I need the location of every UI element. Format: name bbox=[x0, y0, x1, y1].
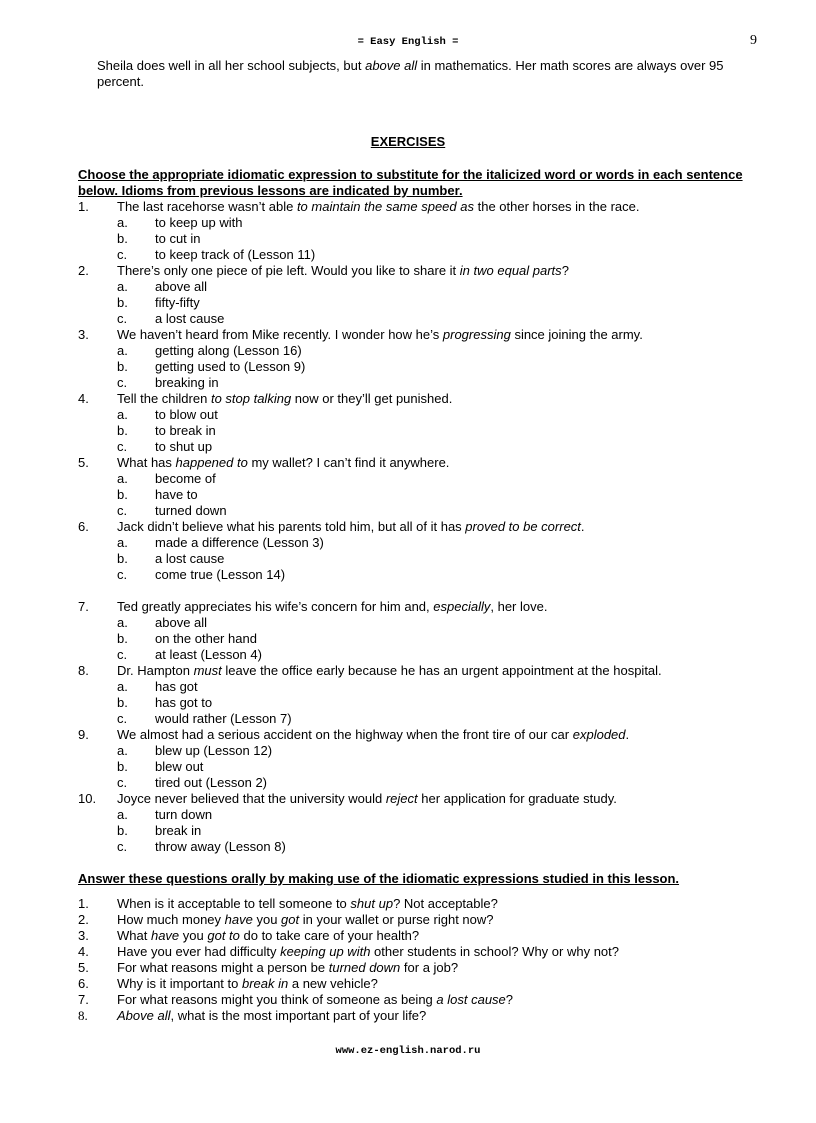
option-text: at least (Lesson 4) bbox=[155, 647, 262, 662]
answer-option bbox=[78, 823, 758, 839]
italic-phrase: above all bbox=[365, 58, 418, 73]
question-number: 7. bbox=[78, 599, 89, 614]
answer-option bbox=[78, 775, 758, 791]
italic-phrase: to maintain the same speed as bbox=[296, 199, 474, 214]
text-run: . bbox=[625, 727, 630, 742]
answer-option bbox=[78, 743, 758, 759]
option-letter: c. bbox=[117, 647, 128, 662]
option-letter: c. bbox=[117, 839, 128, 854]
option-letter: a. bbox=[117, 407, 128, 422]
answer-option bbox=[78, 535, 758, 551]
italic-phrase: exploded bbox=[572, 727, 626, 742]
text-run: Tell the children bbox=[117, 391, 211, 406]
question-text bbox=[117, 896, 498, 912]
answer-option bbox=[78, 231, 758, 247]
text-run: you bbox=[252, 912, 282, 927]
option-text: a lost cause bbox=[155, 551, 225, 566]
option-letter: a. bbox=[117, 215, 128, 230]
text-run: Why is it important to bbox=[117, 976, 242, 991]
answer-option bbox=[78, 407, 758, 423]
answer-option bbox=[78, 343, 758, 359]
answer-option bbox=[78, 439, 758, 455]
italic-phrase: have bbox=[150, 928, 180, 943]
text-run: her application for graduate study. bbox=[417, 791, 617, 806]
option-letter: c. bbox=[117, 711, 128, 726]
oral-question bbox=[78, 944, 758, 960]
option-letter: b. bbox=[117, 759, 128, 774]
option-letter: b. bbox=[117, 823, 128, 838]
italic-phrase: must bbox=[193, 663, 222, 678]
italic-phrase: to stop talking bbox=[210, 391, 292, 406]
answer-option bbox=[78, 295, 758, 311]
oral-question bbox=[78, 1008, 758, 1024]
option-letter: c. bbox=[117, 503, 128, 518]
exercise-question bbox=[78, 263, 758, 279]
exercise-question bbox=[78, 327, 758, 343]
question-number: 8. bbox=[78, 1008, 88, 1023]
question-number: 4. bbox=[78, 391, 89, 406]
option-letter: c. bbox=[117, 311, 128, 326]
question-text bbox=[117, 944, 619, 960]
italic-phrase: reject bbox=[385, 791, 418, 806]
text-run: other students in school? Why or why not? bbox=[370, 944, 619, 959]
text-run: ? bbox=[505, 992, 514, 1007]
question-text bbox=[117, 263, 569, 279]
question-number: 8. bbox=[78, 663, 89, 678]
text-run: When is it acceptable to tell someone to bbox=[117, 896, 351, 911]
footer-url: www.ez-english.narod.ru bbox=[335, 1045, 481, 1057]
text-run: We haven’t heard from Mike recently. I wonder how he’s bbox=[117, 327, 443, 342]
option-letter: a. bbox=[117, 343, 128, 358]
option-text: to keep track of (Lesson 11) bbox=[155, 247, 316, 262]
text-run: the other horses in the race. bbox=[474, 199, 640, 214]
option-text: getting along (Lesson 16) bbox=[155, 343, 302, 358]
answer-option bbox=[78, 359, 758, 375]
question-text bbox=[117, 199, 639, 215]
option-text: throw away (Lesson 8) bbox=[155, 839, 286, 854]
option-text: above all bbox=[155, 615, 208, 630]
question-text bbox=[117, 327, 643, 343]
option-letter: a. bbox=[117, 615, 128, 630]
exercise-question bbox=[78, 519, 758, 535]
question-number: 3. bbox=[78, 327, 89, 342]
option-text: turn down bbox=[155, 807, 213, 822]
option-text: to keep up with bbox=[155, 215, 243, 230]
question-number: 2. bbox=[78, 263, 89, 278]
answer-option bbox=[78, 759, 758, 775]
text-run: you bbox=[179, 928, 208, 943]
question-text bbox=[117, 976, 378, 992]
text-run: for a job? bbox=[400, 960, 459, 975]
text-run: For what reasons might you think of someone as being bbox=[117, 992, 437, 1007]
text-run: since joining the army. bbox=[510, 327, 643, 342]
question-text bbox=[117, 663, 662, 679]
spacer bbox=[78, 583, 758, 599]
text-run: do to take care of your health? bbox=[239, 928, 420, 943]
question-number: 2. bbox=[78, 912, 89, 927]
question-text bbox=[117, 960, 458, 976]
option-text: on the other hand bbox=[155, 631, 257, 646]
option-letter: c. bbox=[117, 247, 128, 262]
question-number: 5. bbox=[78, 455, 89, 470]
answer-option bbox=[78, 503, 758, 519]
question-number: 3. bbox=[78, 928, 89, 943]
text-run: Ted greatly appreciates his wife’s concern for him and, bbox=[117, 599, 434, 614]
text-run: For what reasons might a person be bbox=[117, 960, 329, 975]
option-letter: b. bbox=[117, 487, 128, 502]
answer-option bbox=[78, 487, 758, 503]
option-letter: c. bbox=[117, 375, 128, 390]
exercise-question bbox=[78, 599, 758, 615]
option-letter: a. bbox=[117, 535, 128, 550]
option-letter: b. bbox=[117, 359, 128, 374]
option-text: to break in bbox=[155, 423, 216, 438]
text-run: , what is the most important part of your life? bbox=[170, 1008, 427, 1023]
italic-phrase: especially bbox=[433, 599, 491, 614]
option-text: to cut in bbox=[155, 231, 201, 246]
answer-option bbox=[78, 311, 758, 327]
answer-option bbox=[78, 423, 758, 439]
text-run: , her love. bbox=[490, 599, 548, 614]
text-run: a new vehicle? bbox=[288, 976, 378, 991]
italic-phrase: got bbox=[281, 912, 300, 927]
exercise-question bbox=[78, 663, 758, 679]
option-text: fifty-fifty bbox=[155, 295, 200, 310]
italic-phrase: a lost cause bbox=[436, 992, 506, 1007]
question-text bbox=[117, 1008, 426, 1024]
text-run: now or they’ll get punished. bbox=[291, 391, 453, 406]
answer-option bbox=[78, 807, 758, 823]
oral-question-list bbox=[78, 896, 758, 1024]
option-letter: a. bbox=[117, 807, 128, 822]
option-letter: c. bbox=[117, 439, 128, 454]
oral-question bbox=[78, 992, 758, 1008]
question-number: 5. bbox=[78, 960, 89, 975]
question-text bbox=[117, 912, 494, 928]
answer-option bbox=[78, 647, 758, 663]
question-text bbox=[117, 727, 629, 743]
text-run: leave the office early because he has an urgent appointment at the hospital. bbox=[221, 663, 662, 678]
question-text bbox=[117, 391, 452, 407]
oral-question bbox=[78, 960, 758, 976]
question-number: 4. bbox=[78, 944, 89, 959]
option-text: above all bbox=[155, 279, 208, 294]
italic-phrase: keeping up with bbox=[280, 944, 371, 959]
answer-option bbox=[78, 247, 758, 263]
answer-option bbox=[78, 615, 758, 631]
option-letter: b. bbox=[117, 695, 128, 710]
italic-phrase: shut up bbox=[350, 896, 394, 911]
text-run: Have you ever had difficulty bbox=[117, 944, 281, 959]
question-number: 6. bbox=[78, 976, 89, 991]
option-text: has got bbox=[155, 679, 198, 694]
option-text: become of bbox=[155, 471, 216, 486]
option-letter: b. bbox=[117, 631, 128, 646]
text-run: There’s only one piece of pie left. Would you like to share it bbox=[117, 263, 460, 278]
exercise-instructions: Choose the appropriate idiomatic expression to substitute for the italicized word or words in each sentence below. Idioms from previous lessons are indicated by number. bbox=[78, 167, 743, 198]
text-run: We almost had a serious accident on the highway when the front tire of our car bbox=[117, 727, 573, 742]
intro-paragraph bbox=[97, 58, 757, 90]
option-text: a lost cause bbox=[155, 311, 225, 326]
answer-option bbox=[78, 215, 758, 231]
answer-option bbox=[78, 375, 758, 391]
text-run: Sheila does well in all her school subjects, but bbox=[97, 58, 366, 73]
answer-option bbox=[78, 551, 758, 567]
text-run: What bbox=[117, 928, 151, 943]
answer-option bbox=[78, 711, 758, 727]
answer-option bbox=[78, 631, 758, 647]
exercise-question bbox=[78, 199, 758, 215]
oral-question bbox=[78, 976, 758, 992]
oral-question bbox=[78, 896, 758, 912]
italic-phrase: progressing bbox=[442, 327, 511, 342]
text-run: What has bbox=[117, 455, 176, 470]
question-number: 10. bbox=[78, 791, 97, 806]
question-text bbox=[117, 928, 419, 944]
option-text: tired out (Lesson 2) bbox=[155, 775, 268, 790]
option-text: break in bbox=[155, 823, 202, 838]
option-text: blew out bbox=[155, 759, 204, 774]
option-letter: a. bbox=[117, 279, 128, 294]
question-text bbox=[117, 455, 449, 471]
option-letter: b. bbox=[117, 295, 128, 310]
answer-option bbox=[78, 567, 758, 583]
option-text: blew up (Lesson 12) bbox=[155, 743, 273, 758]
option-letter: b. bbox=[117, 551, 128, 566]
text-run: my wallet? I can’t find it anywhere. bbox=[247, 455, 450, 470]
option-text: breaking in bbox=[155, 375, 219, 390]
question-text bbox=[117, 599, 547, 615]
text-run: Dr. Hampton bbox=[117, 663, 194, 678]
answer-option bbox=[78, 279, 758, 295]
exercise-list bbox=[78, 199, 758, 855]
option-letter: c. bbox=[117, 775, 128, 790]
option-letter: a. bbox=[117, 679, 128, 694]
italic-phrase: turned down bbox=[328, 960, 401, 975]
answer-option bbox=[78, 471, 758, 487]
option-text: getting used to (Lesson 9) bbox=[155, 359, 306, 374]
question-number: 6. bbox=[78, 519, 89, 534]
option-letter: a. bbox=[117, 471, 128, 486]
text-run: . bbox=[580, 519, 585, 534]
text-run: How much money bbox=[117, 912, 225, 927]
text-run: ? Not acceptable? bbox=[393, 896, 498, 911]
option-text: to shut up bbox=[155, 439, 213, 454]
question-number: 1. bbox=[78, 199, 89, 214]
page-number: 9 bbox=[750, 33, 757, 48]
question-number: 1. bbox=[78, 896, 89, 911]
text-run: Jack didn’t believe what his parents told him, but all of it has bbox=[117, 519, 466, 534]
option-letter: c. bbox=[117, 567, 128, 582]
question-text bbox=[117, 519, 585, 535]
italic-phrase: in two equal parts bbox=[459, 263, 562, 278]
answer-option bbox=[78, 679, 758, 695]
question-text bbox=[117, 791, 617, 807]
italic-phrase: happened to bbox=[175, 455, 248, 470]
option-text: made a difference (Lesson 3) bbox=[155, 535, 324, 550]
answer-option bbox=[78, 839, 758, 855]
option-letter: b. bbox=[117, 423, 128, 438]
text-run: ? bbox=[561, 263, 569, 278]
italic-phrase: got to bbox=[207, 928, 240, 943]
answer-option bbox=[78, 695, 758, 711]
question-number: 7. bbox=[78, 992, 89, 1007]
question-text bbox=[117, 992, 513, 1008]
option-text: to blow out bbox=[155, 407, 218, 422]
oral-question bbox=[78, 928, 758, 944]
exercise-question bbox=[78, 727, 758, 743]
option-text: would rather (Lesson 7) bbox=[155, 711, 292, 726]
italic-phrase: have bbox=[224, 912, 253, 927]
italic-phrase: break in bbox=[241, 976, 289, 991]
oral-question bbox=[78, 912, 758, 928]
italic-phrase: proved to be correct bbox=[465, 519, 581, 534]
text-run: The last racehorse wasn’t able bbox=[117, 199, 297, 214]
exercise-question bbox=[78, 391, 758, 407]
option-letter: b. bbox=[117, 231, 128, 246]
italic-phrase: Above all bbox=[117, 1008, 171, 1023]
option-text: has got to bbox=[155, 695, 213, 710]
exercise-question bbox=[78, 791, 758, 807]
exercise-question bbox=[78, 455, 758, 471]
text-run: Joyce never believed that the university would bbox=[117, 791, 386, 806]
text-run: in your wallet or purse right now? bbox=[299, 912, 494, 927]
oral-instructions: Answer these questions orally by making use of the idiomatic expressions studied in this lesson. bbox=[78, 871, 680, 886]
option-letter: a. bbox=[117, 743, 128, 758]
option-text: have to bbox=[155, 487, 198, 502]
question-number: 9. bbox=[78, 727, 89, 742]
option-text: come true (Lesson 14) bbox=[155, 567, 286, 582]
text-run: in mathematics. Her math scores are always over 95 percent. bbox=[97, 58, 724, 89]
page-header: = Easy English = bbox=[357, 36, 459, 48]
section-title: EXERCISES bbox=[370, 134, 446, 149]
option-text: turned down bbox=[155, 503, 227, 518]
